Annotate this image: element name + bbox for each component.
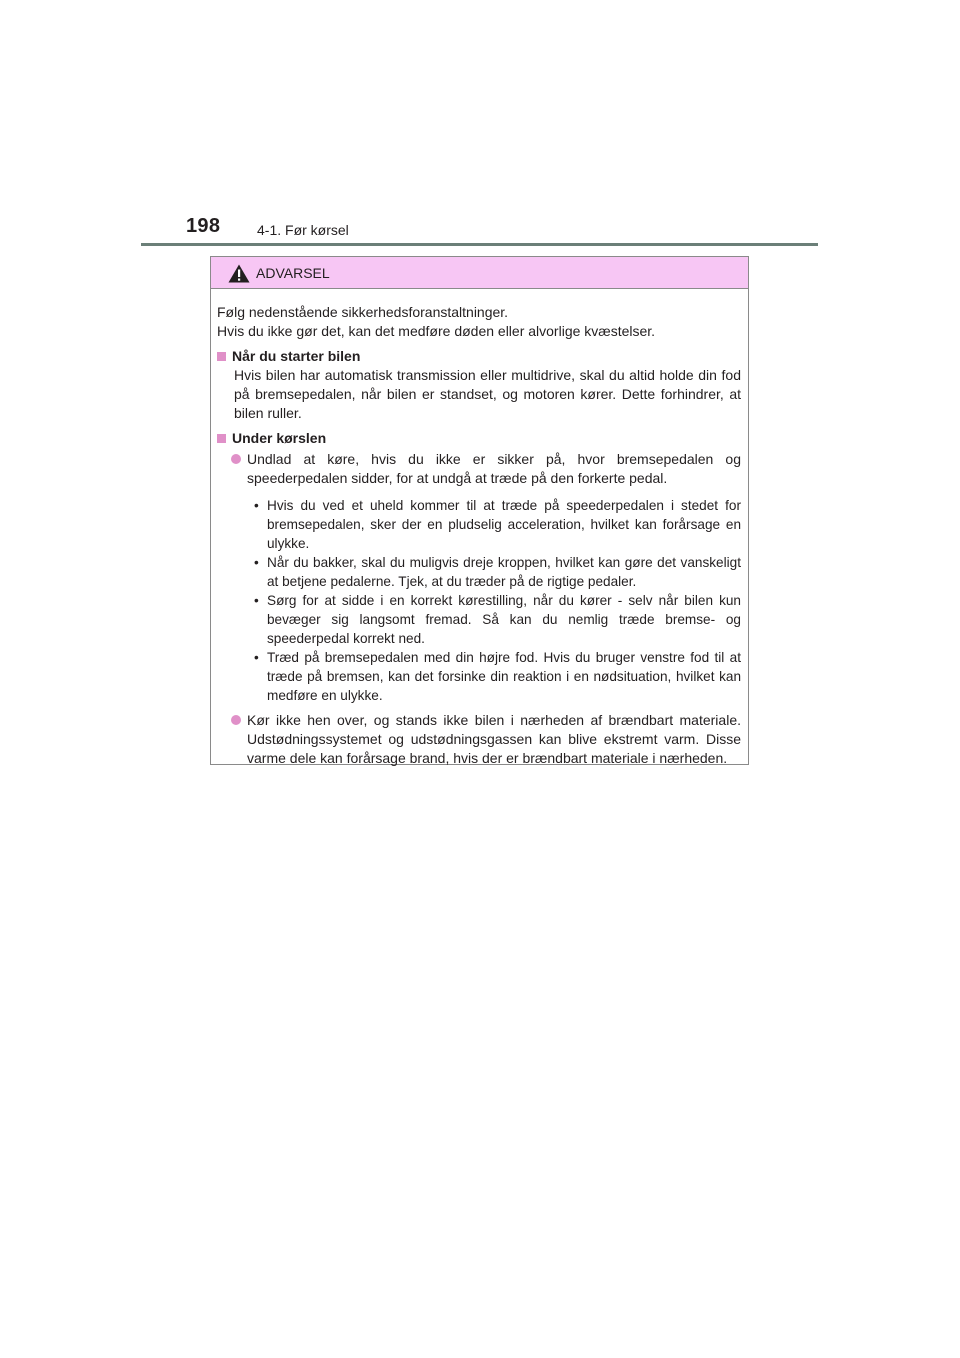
warning-body	[211, 289, 748, 768]
list-item	[231, 711, 741, 768]
circle-bullet-icon	[231, 454, 241, 464]
warning-label: ADVARSEL	[256, 265, 330, 281]
bullet-item: • Sørg for at sidde i en korrekt kørestilling, når du kører - selv når bilen kun bevæger sig langsomt fremad. Så kan du nemlig træde bremse- og speederpedal korrekt ned.	[254, 591, 741, 648]
warning-header	[211, 257, 748, 289]
list-item-text: Undlad at køre, hvis du ikke er sikker på, hvor bremsepedalen og speederpedalen sidder, for at undgå at træde på den forkerte pedal.	[247, 451, 741, 486]
section-heading-text: Når du starter bilen	[232, 348, 361, 364]
square-bullet-icon	[217, 352, 226, 361]
bullet-item: • Hvis du ved et uheld kommer til at træde på speederpedalen i stedet for bremsepedalen, sker der en pludselig acceleration, hvilket kan forårsage en ulykke.	[254, 496, 741, 553]
list-item-text: Kør ikke hen over, og stands ikke bilen i nærheden af brændbart materiale. Udstødningssystemet og udstødningsgassen kan blive ekstremt varm. Disse varme dele kan forårsage brand, hvis der er brændbart materiale i nærheden.	[247, 712, 741, 766]
section-heading	[217, 429, 741, 448]
section-paragraph: Hvis bilen har automatisk transmission eller multidrive, skal du altid holde din fod på bremsepedalen, når bilen er standset, og motoren kører. Dette forhindrer, at bilen ruller.	[234, 367, 741, 421]
section-heading	[217, 347, 741, 366]
circle-bullet-icon	[231, 715, 241, 725]
bullet-list	[254, 496, 741, 705]
bullet-item: • Træd på bremsepedalen med din højre fod. Hvis du bruger venstre fod til at træde på bremsen, kan det forsinke din reaktion i en nødsituation, hvilket kan medføre en ulykke.	[254, 648, 741, 705]
page-number: 198	[186, 215, 221, 237]
section-heading-text: Under kørslen	[232, 430, 327, 446]
bullet-item: • Når du bakker, skal du muligvis dreje kroppen, hvilket kan gøre det vanskeligt at betjene pedalerne. Tjek, at du træder på de rigtige pedaler.	[254, 553, 741, 591]
header-rule	[141, 243, 818, 246]
warning-box	[210, 256, 749, 765]
list-item	[231, 450, 741, 488]
warning-triangle-icon	[228, 264, 250, 283]
warning-intro	[217, 303, 741, 341]
section-driving	[217, 429, 741, 768]
square-bullet-icon	[217, 434, 226, 443]
section-starting	[217, 347, 741, 423]
intro-line: Følg nedenstående sikkerhedsforanstaltninger.	[217, 304, 509, 320]
section-title: 4-1. Før kørsel	[257, 222, 349, 238]
intro-line: Hvis du ikke gør det, kan det medføre døden eller alvorlige kvæstelser.	[217, 323, 656, 339]
